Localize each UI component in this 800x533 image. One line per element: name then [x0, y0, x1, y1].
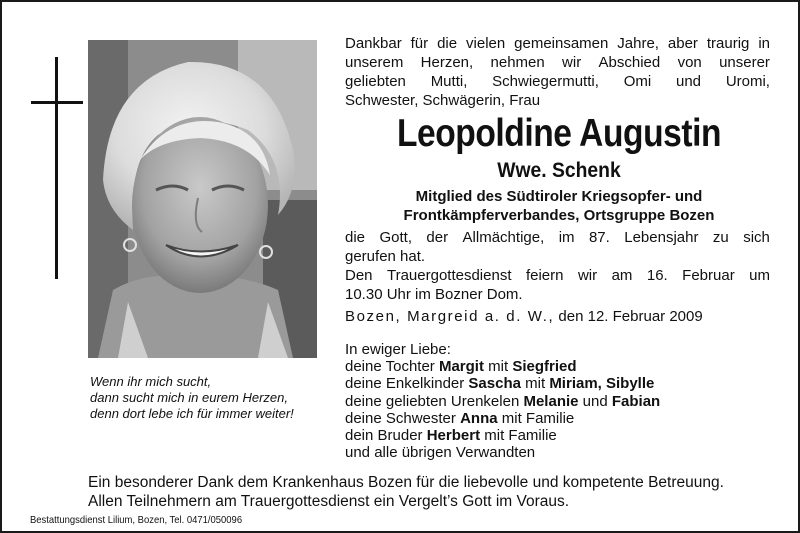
- death-line: die Gott, der Allmächtige, im 87. Lebensjahr zu sich: [345, 229, 770, 246]
- memorial-quote: [90, 374, 340, 422]
- undertaker-credit: Bestattungsdienst Lilium, Bozen, Tel. 0471/050096: [30, 514, 243, 526]
- mourner-line: dein Bruder Herbert mit Familie: [345, 427, 557, 445]
- intro-line: geliebten Mutti, Schwiegermutti, Omi und Uromi,: [345, 73, 770, 90]
- thanks-line: Ein besonderer Dank dem Krankenhaus Bozen für die liebevolle und kompetente Betreuung.: [88, 474, 724, 491]
- service-line: Den Trauergottesdienst feiern wir am 16. Februar um: [345, 267, 770, 284]
- death-text: [345, 228, 770, 266]
- intro-line: Schwester, Schwägerin, Frau: [345, 92, 541, 109]
- mourner-line: deine Enkelkinder Sascha mit Miriam, Sibylle: [345, 375, 655, 393]
- widow-name: Wwe. Schenk: [497, 159, 621, 182]
- mourners-list: [345, 341, 770, 461]
- intro-text: [345, 34, 770, 110]
- portrait-photo: [88, 40, 317, 358]
- place-and-date: [345, 307, 770, 326]
- mourner-line: deine geliebten Urenkelen Melanie und Fabian: [345, 392, 661, 410]
- membership-text: Mitglied des Südtiroler Kriegsopfer- und Frontkämpferverbandes, Ortsgruppe Bozen: [403, 188, 715, 224]
- intro-line: Dankbar für die vielen gemeinsamen Jahre, aber traurig in: [345, 35, 770, 52]
- quote-line: Wenn ihr mich sucht,: [90, 374, 212, 389]
- deceased-name: Leopoldine Augustin: [396, 112, 722, 155]
- date-text: den 12. Februar 2009: [554, 308, 703, 325]
- mourner-line: und alle übrigen Verwandten: [345, 444, 536, 462]
- quote-line: denn dort lebe ich für immer weiter!: [90, 406, 294, 421]
- service-text: [345, 266, 770, 304]
- quote-line: dann sucht mich in eurem Herzen,: [90, 390, 288, 405]
- place-text: Bozen, Margreid a. d. W.,: [345, 308, 555, 325]
- mourner-line: deine Tochter Margit mit Siegfried: [345, 358, 577, 376]
- service-line: 10.30 Uhr im Bozner Dom.: [345, 286, 523, 303]
- mourners-heading: In ewiger Liebe:: [345, 341, 451, 358]
- thanks-line: Allen Teilnehmern am Trauergottesdienst ein Vergelt’s Gott im Voraus.: [88, 493, 570, 510]
- thanks-text: [88, 473, 778, 511]
- mourner-line: deine Schwester Anna mit Familie: [345, 409, 575, 427]
- intro-line: unserem Herzen, nehmen wir Abschied von unserer: [345, 54, 770, 71]
- death-line: gerufen hat.: [345, 248, 426, 265]
